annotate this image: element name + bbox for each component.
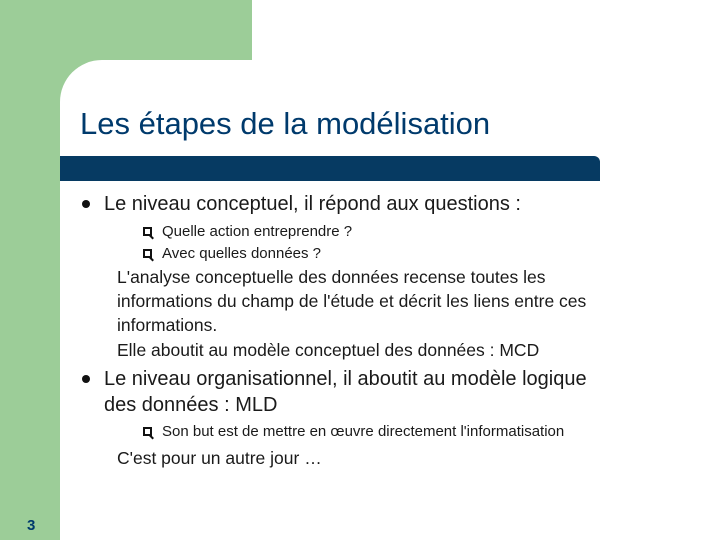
page-number: 3	[27, 517, 36, 534]
sub-item-text: Son but est de mettre en œuvre directement l'informatisation	[162, 423, 565, 440]
paragraph-line: L'analyse conceptuelle des données recense toutes les	[117, 267, 546, 287]
sub-item	[143, 222, 352, 241]
paragraph-line: informations.	[117, 315, 218, 335]
paragraph-line: Elle aboutit au modèle conceptuel des données : MCD	[117, 340, 540, 360]
checkbox-bullet-icon	[143, 227, 152, 236]
title-underline-bar	[60, 156, 600, 181]
bullet-text: Le niveau conceptuel, il répond aux questions :	[104, 193, 521, 215]
bullet-dot-icon	[82, 200, 90, 208]
checkbox-bullet-icon	[143, 427, 152, 436]
checkbox-bullet-icon	[143, 249, 152, 258]
sub-item-text: Avec quelles données ?	[162, 245, 322, 262]
sub-item	[143, 244, 321, 263]
slide-title: Les étapes de la modélisation	[80, 106, 491, 141]
bullet-dot-icon	[82, 375, 90, 383]
sub-item-text: Quelle action entreprendre ?	[162, 223, 353, 240]
bullet-text: Le niveau organisationnel, il aboutit au modèle logique	[104, 368, 587, 390]
bullet-conceptual	[82, 192, 521, 217]
bullet-organisational	[82, 367, 587, 392]
sub-item	[143, 422, 564, 441]
closing-text: C'est pour un autre jour …	[117, 448, 322, 468]
bullet-text-continuation: des données : MLD	[104, 394, 278, 416]
paragraph-line: informations du champ de l'étude et décrit les liens entre ces	[117, 291, 587, 311]
